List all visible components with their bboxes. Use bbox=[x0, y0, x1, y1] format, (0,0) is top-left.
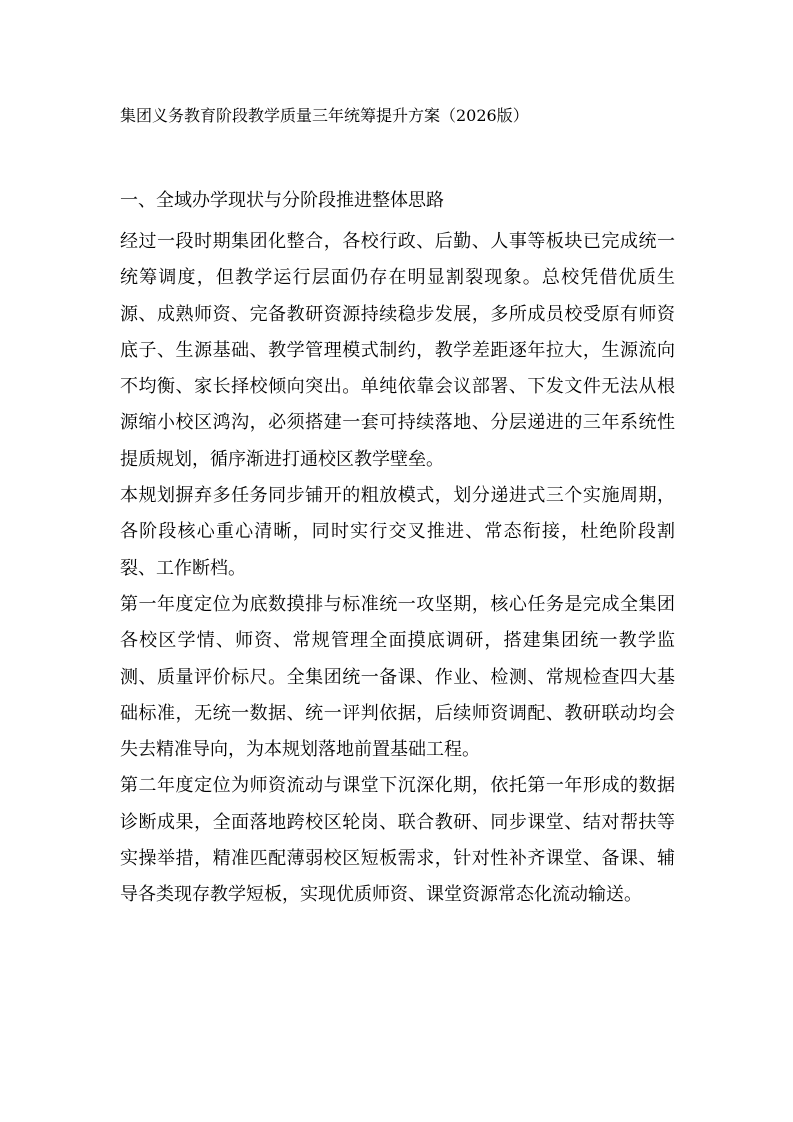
paragraph-approach: 本规划摒弃多任务同步铺开的粗放模式，划分递进式三个实施周期，各阶段核心重心清晰，同时实行交叉推进、常态衔接，杜绝阶段割裂、工作断档。 bbox=[120, 485, 675, 579]
paragraph-year-two: 第二年度定位为师资流动与课堂下沉深化期，依托第一年形成的数据诊断成果，全面落地跨校区轮岗、联合教研、同步课堂、结对帮扶等实操举措，精准匹配薄弱校区短板需求，针对性补齐课堂、备课、辅导各类现存教学短板，实现优质师资、课堂资源常态化流动输送。 bbox=[120, 775, 675, 906]
document-title: 集团义务教育阶段教学质量三年统筹提升方案（2026版） bbox=[120, 106, 529, 125]
section-heading: 一、全域办学现状与分阶段推进整体思路 bbox=[120, 190, 444, 211]
document-body bbox=[120, 224, 675, 914]
paragraph-status: 经过一段时期集团化整合，各校行政、后勤、人事等板块已完成统一统筹调度，但教学运行层面仍存在明显割裂现象。总校凭借优质生源、成熟师资、完备教研资源持续稳步发展，多所成员校受原有师资底子、生源基础、教学管理模式制约，教学差距逐年拉大，生源流向不均衡、家长择校倾向突出。单纯依靠会议部署、下发文件无法从根源缩小校区鸿沟，必须搭建一套可持续落地、分层递进的三年系统性提质规划，循序渐进打通校区教学壁垒。 bbox=[120, 231, 675, 470]
paragraph-year-one: 第一年度定位为底数摸排与标准统一攻坚期，核心任务是完成全集团各校区学情、师资、常规管理全面摸底调研，搭建集团统一教学监测、质量评价标尺。全集团统一备课、作业、检测、常规检查四大基础标准，无统一数据、统一评判依据，后续师资调配、教研联动均会失去精准导向，为本规划落地前置基础工程。 bbox=[120, 593, 675, 761]
